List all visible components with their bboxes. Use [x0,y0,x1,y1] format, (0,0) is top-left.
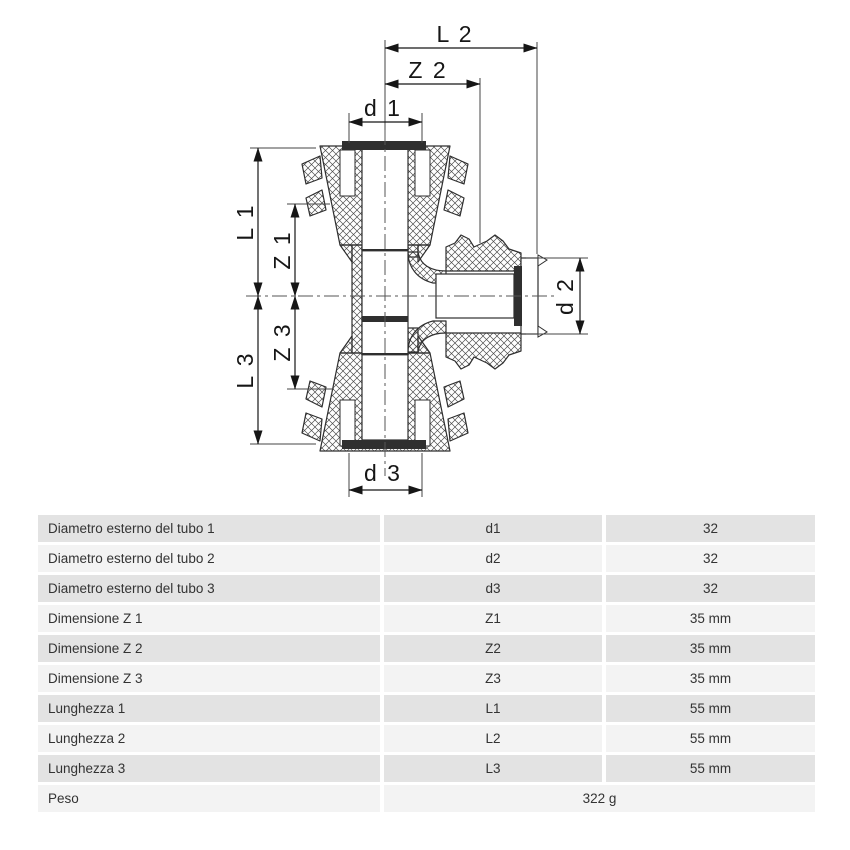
table-row-weight [38,785,815,812]
table-row [38,695,815,722]
spec-label: Dimensione Z 1 [38,605,380,632]
spec-label: Diametro esterno del tubo 2 [38,545,380,572]
table-row [38,605,815,632]
spec-label: Diametro esterno del tubo 1 [38,515,380,542]
spec-value: 32 [606,545,815,572]
dim-label-d2: d 2 [552,277,578,315]
spec-label: Lunghezza 3 [38,755,380,782]
spec-symbol: L2 [384,725,602,752]
spec-label: Diametro esterno del tubo 3 [38,575,380,602]
spec-label: Lunghezza 2 [38,725,380,752]
table-row [38,755,815,782]
spec-symbol: Z2 [384,635,602,662]
spec-value: 35 mm [606,665,815,692]
dim-label-d3: d 3 [364,460,402,486]
spec-value: 55 mm [606,725,815,752]
table-row [38,575,815,602]
spec-value: 55 mm [606,695,815,722]
spec-label: Peso [38,785,380,812]
dim-label-z1: Z 1 [269,230,295,270]
dim-label-z2: Z 2 [408,57,448,83]
spec-label: Dimensione Z 2 [38,635,380,662]
spec-value: 322 g [384,785,815,812]
spec-table [38,515,815,815]
spec-symbol: L1 [384,695,602,722]
spec-symbol: L3 [384,755,602,782]
spec-symbol: d1 [384,515,602,542]
table-row [38,635,815,662]
spec-value: 32 [606,575,815,602]
dim-label-d1: d 1 [364,95,402,121]
spec-value: 55 mm [606,755,815,782]
table-row [38,515,815,542]
table-row [38,545,815,572]
spec-symbol: Z1 [384,605,602,632]
table-row [38,665,815,692]
spec-symbol: d2 [384,545,602,572]
spec-symbol: Z3 [384,665,602,692]
spec-value: 35 mm [606,605,815,632]
dim-label-l1: L 1 [232,203,258,241]
spec-value: 35 mm [606,635,815,662]
dim-label-l2: L 2 [436,21,474,47]
dim-label-l3: L 3 [232,351,258,389]
spec-value: 32 [606,515,815,542]
dim-label-z3: Z 3 [269,322,295,362]
spec-label: Lunghezza 1 [38,695,380,722]
table-row [38,725,815,752]
spec-label: Dimensione Z 3 [38,665,380,692]
spec-symbol: d3 [384,575,602,602]
